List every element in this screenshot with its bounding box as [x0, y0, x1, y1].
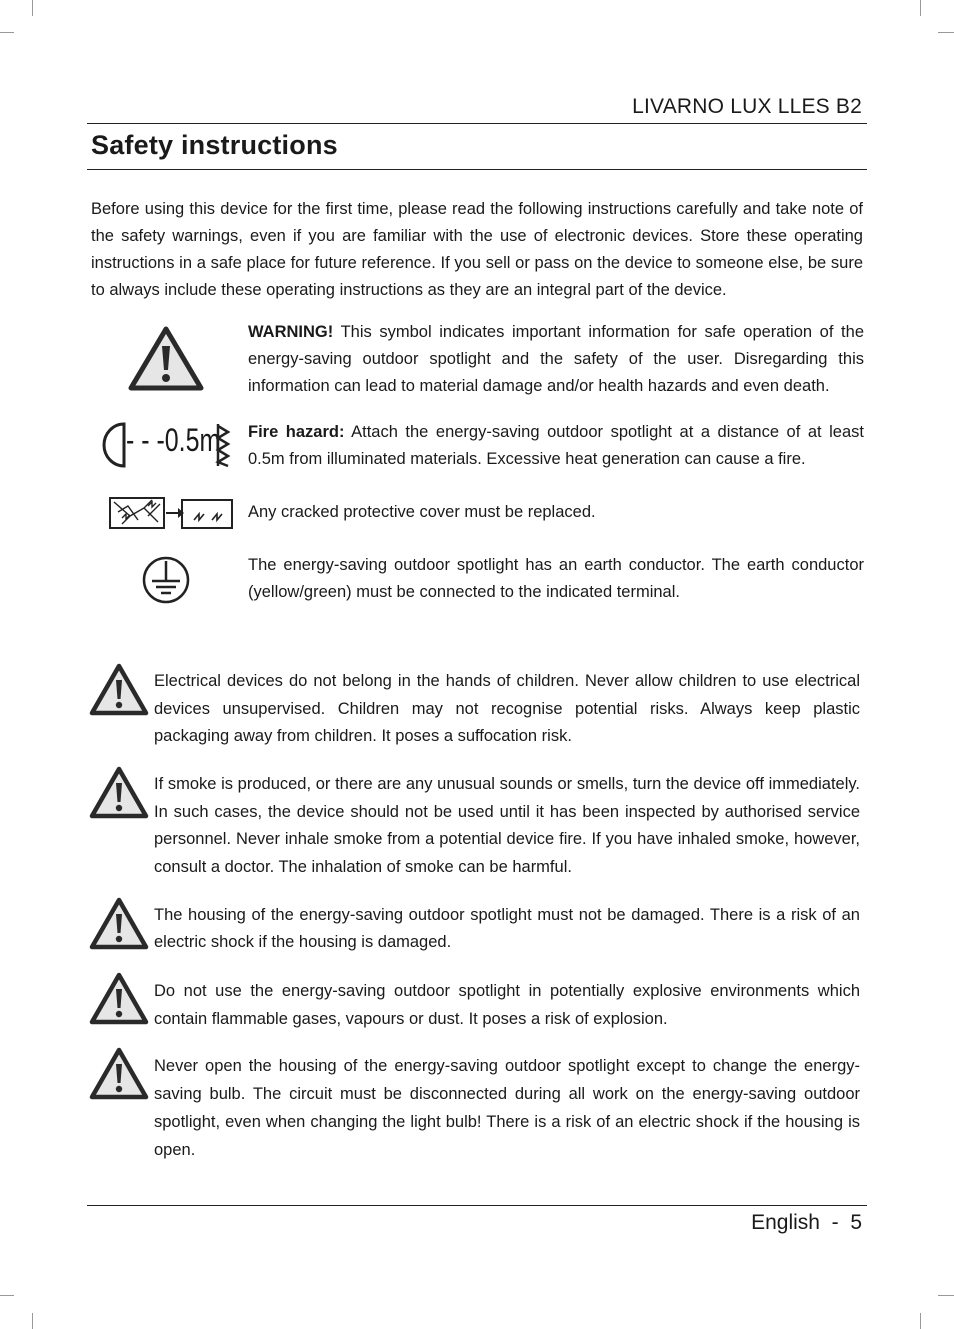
crop-mark	[938, 1295, 954, 1296]
cracked-cover-text: Any cracked protective cover must be replaced.	[248, 503, 596, 521]
warning-label: WARNING!	[248, 323, 334, 341]
spotlight-icon	[100, 421, 128, 469]
warning-icon	[89, 766, 149, 820]
warning-icon	[89, 663, 149, 717]
crop-mark	[920, 0, 921, 16]
warning-icon	[128, 326, 204, 392]
crop-mark	[920, 1313, 921, 1329]
flammable-material-icon	[215, 422, 231, 468]
crop-mark	[938, 32, 954, 33]
warning-item-children: Electrical devices do not belong in the hands of children. Never allow children to use electrical devices unsupervised. Children may not recognise potential risks. Always keep plastic packaging away from children. It poses a suffocation risk.	[154, 672, 860, 745]
distance-symbol	[100, 418, 232, 472]
warning-icon	[89, 897, 149, 951]
header-model: LIVARNO LUX LLES B2	[632, 95, 862, 118]
fire-hazard-text	[248, 419, 864, 473]
crop-mark	[0, 32, 14, 33]
title-rule	[87, 169, 867, 170]
warning-icon	[89, 1047, 149, 1101]
warning-item-explosive: Do not use the energy-saving outdoor spotlight in potentially explosive environments which contain flammable gases, vapours or dust. It poses a risk of explosion.	[154, 982, 860, 1028]
page-number	[751, 1211, 862, 1235]
cracked-cover-icon	[108, 494, 234, 532]
crop-mark	[32, 1313, 33, 1329]
warning-item-smoke: If smoke is produced, or there are any unusual sounds or smells, turn the device off immediately. In such cases, the device should not be used until it has been inspected by authorised service personnel. Never inhale smoke from a potential device fire. If you have inhaled smoke, however, consult a doctor. The inhalation of smoke can be harmful.	[154, 775, 860, 877]
distance-label: - - -0.5m	[126, 422, 221, 458]
warning-icon	[89, 972, 149, 1026]
earth-conductor-icon	[140, 555, 192, 605]
crop-mark	[32, 0, 33, 16]
page-title: Safety instructions	[91, 130, 338, 160]
warning-description: This symbol indicates important information for safe operation of the energy-saving outdoor spotlight and the safety of the user. Disregarding this information can lead to material damage and/or health hazards and even death.	[248, 323, 864, 395]
intro-paragraph: Before using this device for the first time, please read the following instructions carefully and take note of the safety warnings, even if you are familiar with the use of electronic devices. Store these operating instructions in a safe place for future reference. If you sell or pass on the device to someone else, be sure to always include these operating instructions as they are an integral part of the device.	[91, 200, 863, 299]
fire-hazard-label: Fire hazard:	[248, 423, 345, 441]
page-number-label: English - 5	[751, 1211, 862, 1234]
warning-symbol-text	[248, 319, 864, 400]
fire-hazard-description: Attach the energy-saving outdoor spotlight at a distance of at least 0.5m from illuminated materials. Excessive heat generation can cause a fire.	[248, 423, 864, 468]
warning-item-housing: The housing of the energy-saving outdoor spotlight must not be damaged. There is a risk of an electric shock if the housing is damaged.	[154, 906, 860, 951]
header-rule	[87, 123, 867, 124]
earth-conductor-text: The energy-saving outdoor spotlight has an earth conductor. The earth conductor (yellow/green) must be connected to the indicated terminal.	[248, 556, 864, 601]
crop-mark	[0, 1295, 14, 1296]
footer-rule	[87, 1205, 867, 1206]
warning-item-open-housing: Never open the housing of the energy-saving outdoor spotlight except to change the energy-saving bulb. The circuit must be disconnected during all work on the energy-saving outdoor spotlight, even when changing the light bulb! There is a risk of an electric shock if the housing is open.	[154, 1057, 860, 1159]
